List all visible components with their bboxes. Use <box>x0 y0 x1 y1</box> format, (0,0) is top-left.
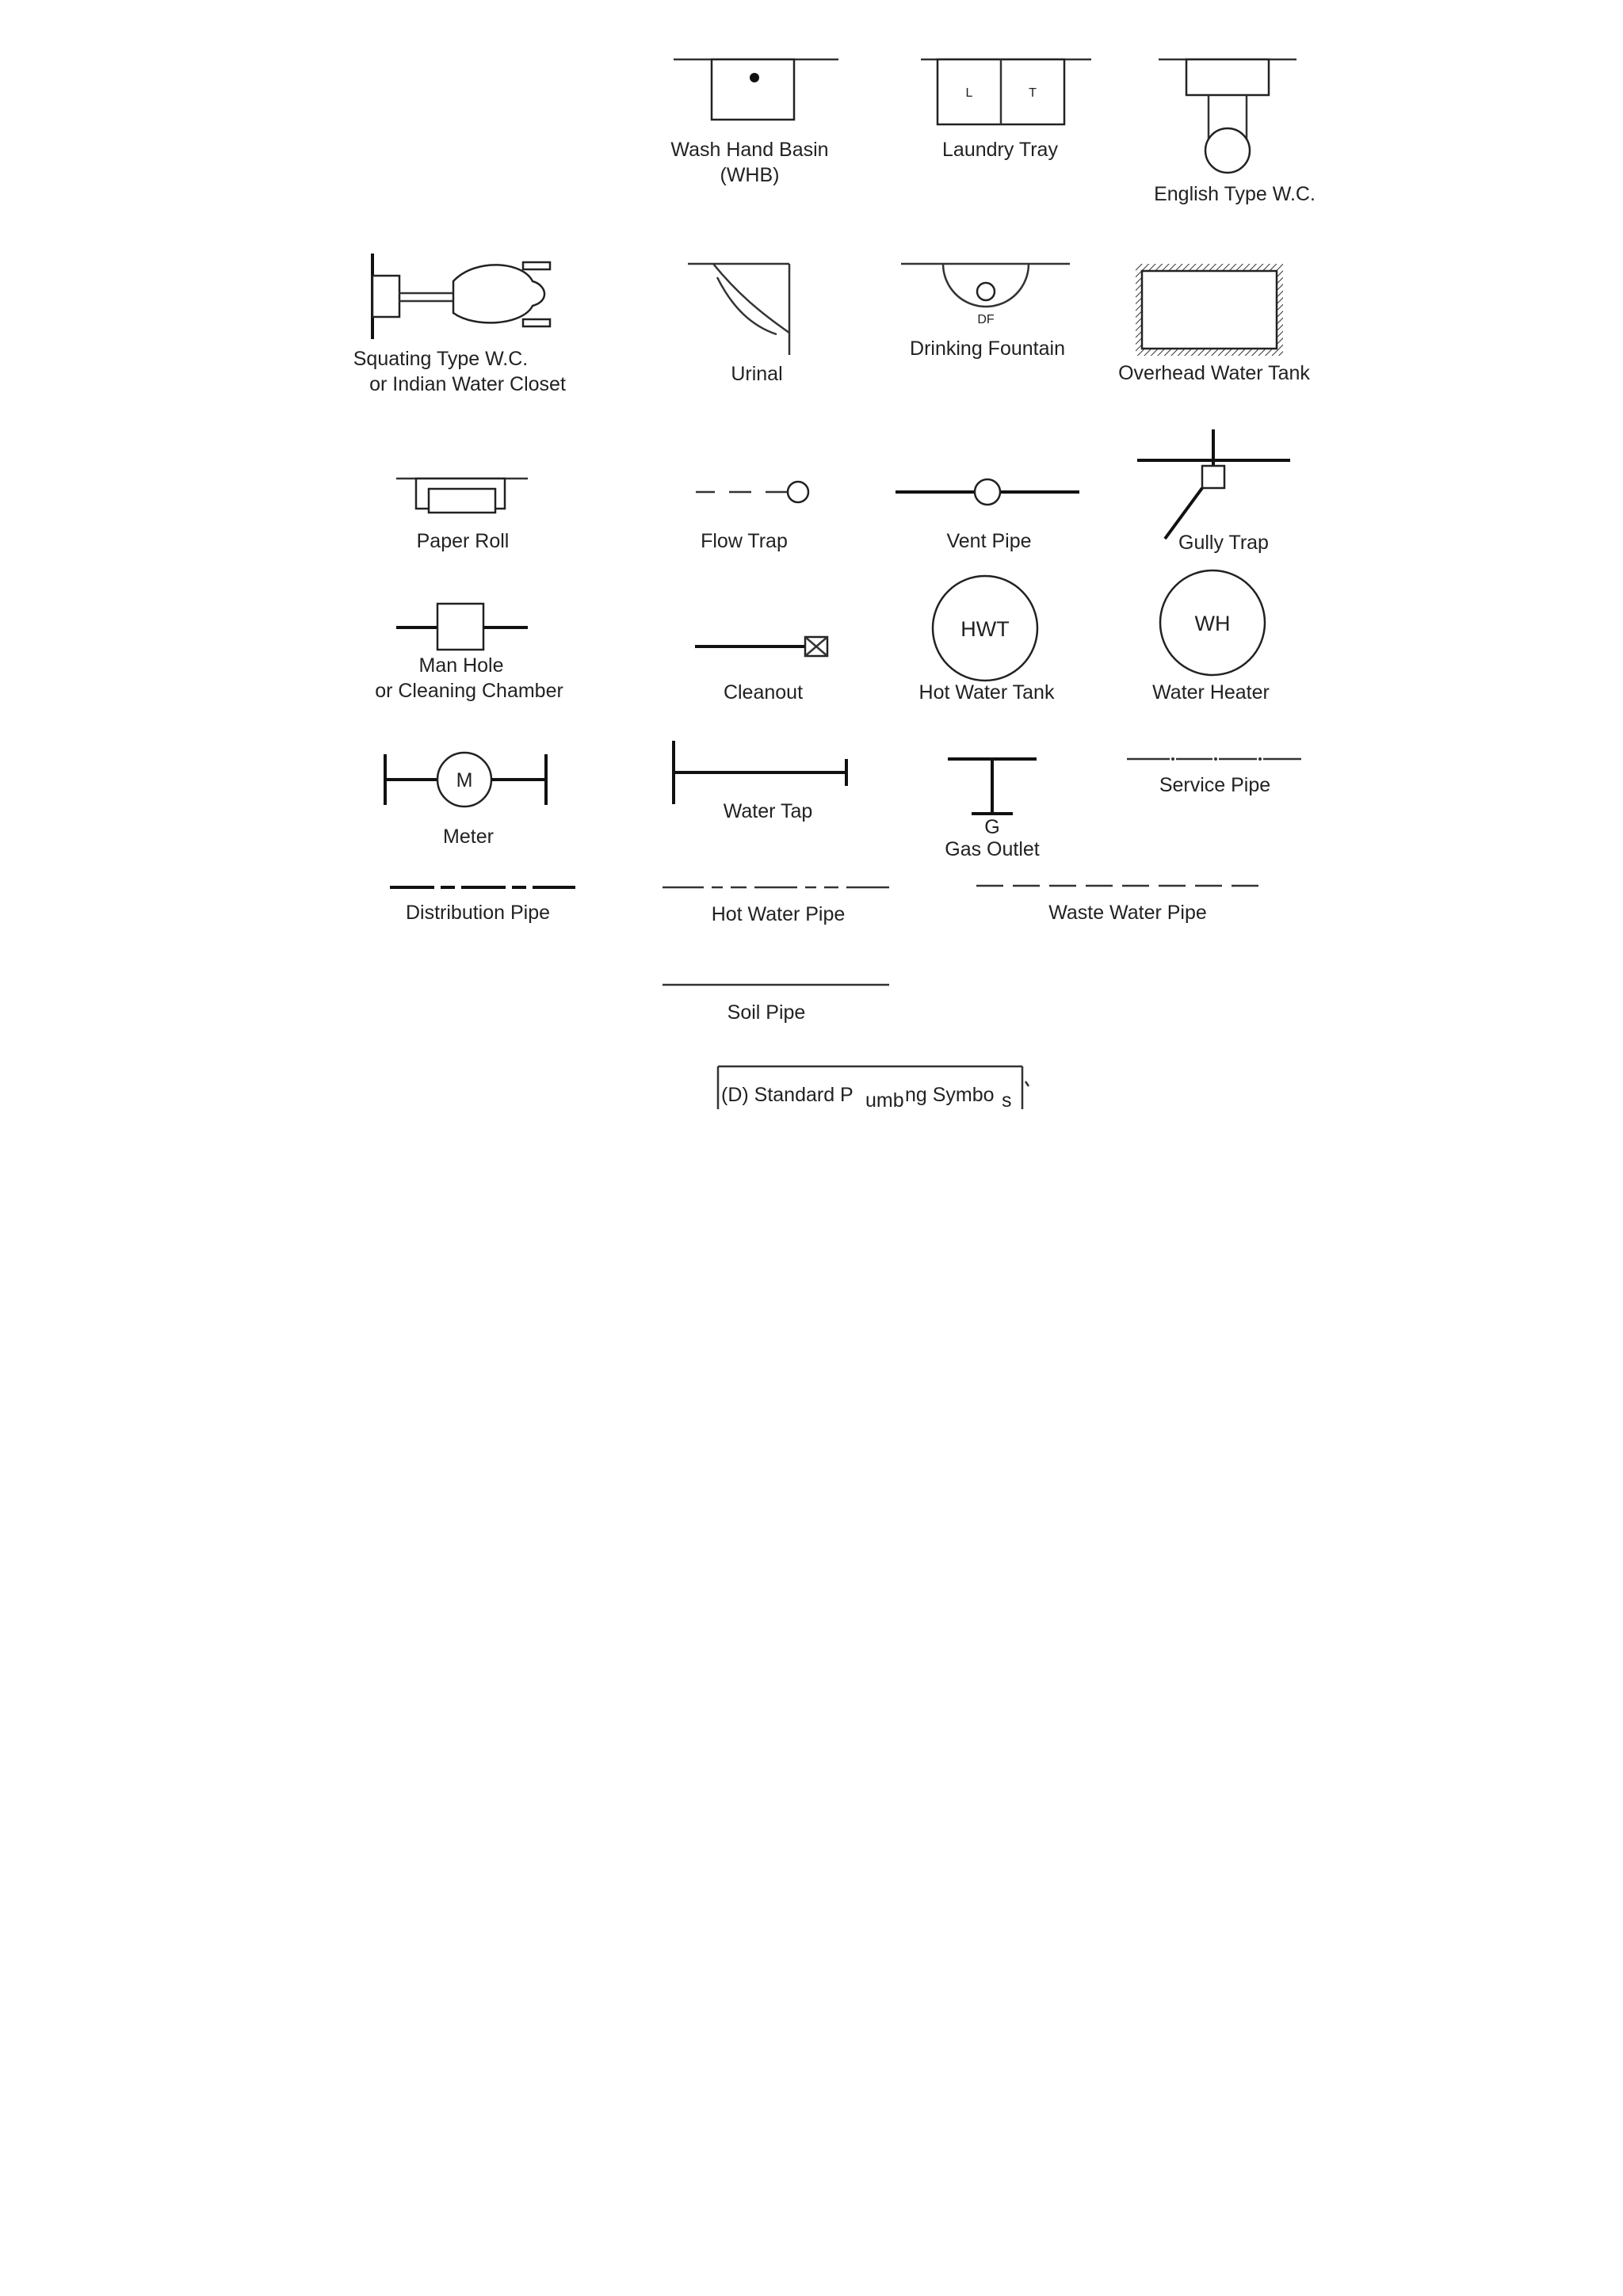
man-hole-label-line1: Man Hole <box>418 654 504 677</box>
caption-text-4: s <box>1002 1089 1012 1112</box>
water-tap-symbol <box>674 741 846 822</box>
service-pipe-label: Service Pipe <box>1159 774 1271 796</box>
laundry-tray-left-label: L <box>965 86 973 100</box>
meter-symbol <box>385 753 546 848</box>
soil-pipe-symbol <box>663 985 889 1024</box>
wash-hand-basin-label: Wash Hand Basin <box>670 139 829 161</box>
service-pipe-symbol <box>1127 757 1301 796</box>
water-heater-abbr: WH <box>1194 612 1231 635</box>
drinking-fountain-label: Drinking Fountain <box>910 338 1065 360</box>
waste-water-pipe-symbol <box>976 886 1258 924</box>
hot-water-tank-label: Hot Water Tank <box>918 681 1055 704</box>
paper-roll-symbol <box>396 479 528 552</box>
man-hole-label-line2: or Cleaning Chamber <box>375 680 563 702</box>
figure-caption <box>718 1066 1029 1112</box>
squatting-wc-symbol <box>353 254 566 395</box>
wash-hand-basin-symbol <box>670 59 838 186</box>
water-tap-label: Water Tap <box>723 800 813 822</box>
caption-text-3: ng Symbo <box>905 1084 995 1106</box>
hot-water-pipe-label: Hot Water Pipe <box>711 903 846 925</box>
cleanout-label: Cleanout <box>723 681 804 704</box>
squatting-wc-label-line2: or Indian Water Closet <box>369 373 566 395</box>
flow-trap-label: Flow Trap <box>701 530 788 552</box>
overhead-water-tank-symbol <box>1118 264 1310 384</box>
paper-roll-label: Paper Roll <box>416 530 510 552</box>
water-heater-label: Water Heater <box>1152 681 1270 704</box>
flow-trap-symbol <box>696 482 808 552</box>
english-wc-label: English Type W.C. <box>1154 183 1316 205</box>
meter-label: Meter <box>443 826 494 848</box>
gully-trap-symbol <box>1137 429 1290 554</box>
waste-water-pipe-label: Waste Water Pipe <box>1048 902 1207 924</box>
hot-water-tank-abbr: HWT <box>960 617 1010 641</box>
urinal-label: Urinal <box>731 363 783 385</box>
laundry-tray-symbol <box>921 59 1091 161</box>
overhead-water-tank-label: Overhead Water Tank <box>1118 362 1310 384</box>
gas-outlet-abbr: G <box>984 816 1000 838</box>
hot-water-tank-symbol <box>919 576 1055 704</box>
laundry-tray-label: Laundry Tray <box>942 139 1058 161</box>
man-hole-symbol <box>375 604 563 702</box>
distribution-pipe-label: Distribution Pipe <box>405 902 551 924</box>
squatting-wc-label-line1: Squating Type W.C. <box>353 348 529 370</box>
drinking-fountain-abbr: DF <box>977 313 995 326</box>
vent-pipe-label: Vent Pipe <box>946 530 1032 552</box>
caption-text-2: umb <box>865 1089 904 1112</box>
urinal-symbol <box>688 264 789 385</box>
vent-pipe-symbol <box>896 479 1079 552</box>
water-heater-symbol <box>1152 570 1270 704</box>
hot-water-pipe-symbol <box>663 887 889 925</box>
gas-outlet-label: Gas Outlet <box>945 838 1040 860</box>
cleanout-symbol <box>695 637 827 704</box>
distribution-pipe-symbol <box>390 887 575 924</box>
drinking-fountain-symbol <box>901 264 1070 360</box>
gas-outlet-symbol <box>945 759 1040 860</box>
english-wc-symbol <box>1154 59 1316 205</box>
wash-hand-basin-abbr: (WHB) <box>720 164 780 186</box>
gully-trap-label: Gully Trap <box>1178 532 1269 554</box>
meter-abbr: M <box>456 769 473 791</box>
laundry-tray-right-label: T <box>1029 86 1037 100</box>
caption-text-1: (D) Standard P <box>721 1084 854 1106</box>
soil-pipe-label: Soil Pipe <box>727 1001 806 1024</box>
